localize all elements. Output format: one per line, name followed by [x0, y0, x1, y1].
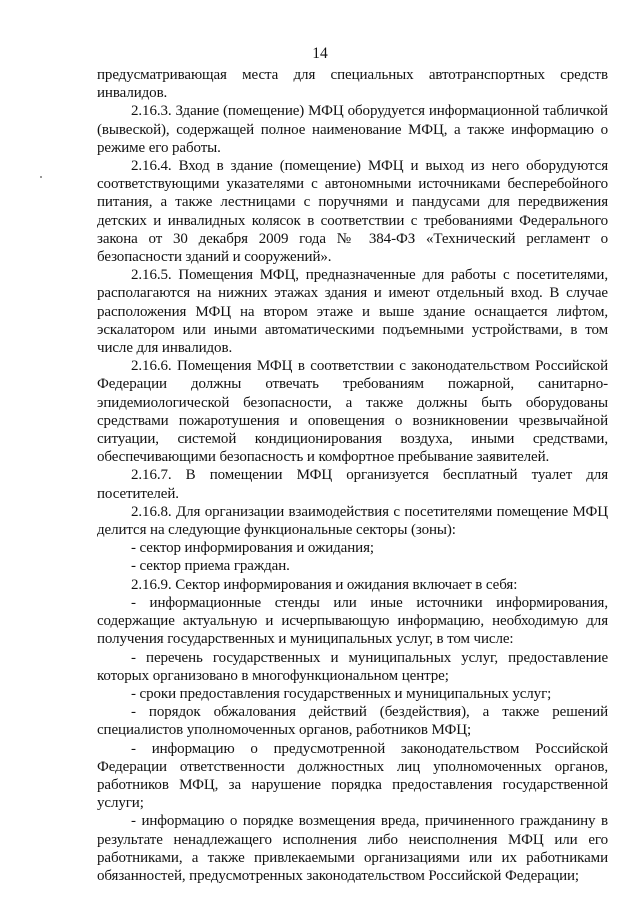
list-item-liability: - информацию о предусмотренной законодательством Российской Федерации ответственности должностных лиц уполномоченных органов, работников МФЦ, за нарушение порядка предоставления государственной услуги;: [97, 740, 608, 812]
list-item-sector-reception: - сектор приема граждан.: [131, 558, 290, 575]
list-item-sector-informing: - сектор информирования и ожидания;: [131, 540, 374, 557]
paragraph-2-16-4: 2.16.4. Вход в здание (помещение) МФЦ и выход из него оборудуются соответствующими указателями с автономными источниками бесперебойного питания, а также лестницами с поручнями и пандусами для передвижения детских и инвалидных колясок в соответствии с требованиями Федерального закона от 30 декабря 2009 года № 384-ФЗ «Технический регламент о безопасности зданий и сооружений».: [97, 158, 608, 266]
paragraph-2-16-3: 2.16.3. Здание (помещение) МФЦ оборудуется информационной табличкой (вывеской), содержащей полное наименование МФЦ, а также информацию о режиме его работы.: [97, 103, 608, 156]
list-item-info-stands: - информационные стенды или иные источники информирования, содержащие актуальную и исчерпывающую информацию, необходимую для получения государственных и муниципальных услуг, в том числе:: [97, 594, 608, 648]
paragraph-2-16-5: 2.16.5. Помещения МФЦ, предназначенные для работы с посетителями, располагаются на нижних этажах здания и имеют отдельный вход. В случае расположения МФЦ на втором этаже и выше здание оснащается лифтом, эскалатором или иными автоматическими подъемными устройствами, в том числе для инвалидов.: [97, 267, 608, 357]
list-item-damage-compensation: - информацию о порядке возмещения вреда, причиненного гражданину в результате ненадлежащего исполнения либо неисполнения МФЦ или его работниками, а также привлекаемыми организациями или их работниками обязанностей, предусмотренных законодательством Российской Федерации;: [97, 813, 608, 884]
paragraph-continuation: предусматривающая места для специальных автотранспортных средств инвалидов.: [97, 67, 608, 102]
paragraph-2-16-7: 2.16.7. В помещении МФЦ организуется бесплатный туалет для посетителей.: [97, 467, 608, 502]
document-body: [97, 66, 608, 885]
paragraph-2-16-8: 2.16.8. Для организации взаимодействия с посетителями помещение МФЦ делится на следующие функциональные секторы (зоны):: [97, 503, 608, 539]
list-item-services-list: - перечень государственных и муниципальных услуг, предоставление которых организовано в многофункциональном центре;: [97, 649, 608, 684]
list-item-service-terms: - сроки предоставления государственных и муниципальных услуг;: [131, 685, 552, 702]
paragraph-2-16-6: 2.16.6. Помещения МФЦ в соответствии с законодательством Российской Федерации должны отвечать требованиям пожарной, санитарно-эпидемиологической безопасности, а также должны быть оборудованы средствами пожаротушения и оповещения о возникновении чрезвычайной ситуации, системой кондиционирования воздуха, иными средствами, обеспечивающими безопасность и комфортное пребывание заявителей.: [97, 358, 608, 466]
paragraph-2-16-9: 2.16.9. Сектор информирования и ожидания включает в себя:: [131, 576, 518, 593]
page-number: 14: [312, 45, 328, 62]
list-item-appeal-procedure: - порядок обжалования действий (бездействия), а также решений специалистов уполномоченных органов, работников МФЦ;: [97, 704, 608, 739]
scan-speck: [40, 176, 42, 178]
